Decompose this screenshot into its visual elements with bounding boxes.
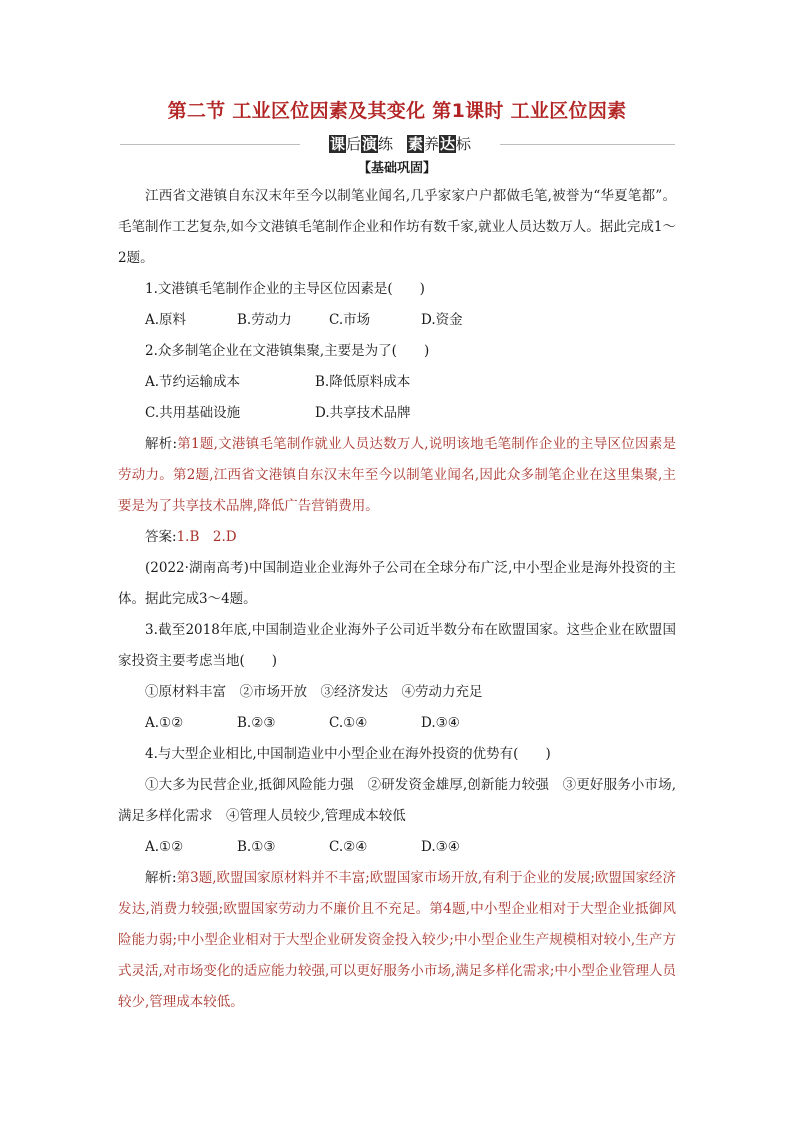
banner-char: 后 xyxy=(345,135,361,153)
question-4-items: ①大多为民营企业,抵御风险能力强 ②研发资金雄厚,创新能力较强 ③更好服务小市场,满足多样化需求 ④管理人员较少,管理成本较低 xyxy=(118,777,676,824)
group1-intro: 江西省文港镇自东汉末年至今以制笔业闻名,几乎家家户户都做毛笔,被誉为“华夏笔都”。毛笔制作工艺复杂,如今文港镇毛笔制作企业和作坊有数千家,就业人员达数万人。据此完成1～2题。 xyxy=(118,188,676,266)
question-2-stem: 2.众多制笔企业在文港镇集聚,主要是为了( ) xyxy=(145,343,430,359)
group2-analysis xyxy=(118,863,676,1018)
option-d: D.③④ xyxy=(421,715,460,731)
question-3-options xyxy=(118,708,676,739)
option-b: B.劳动力 xyxy=(237,312,292,328)
banner-char: 养 xyxy=(424,135,440,153)
question-1-options xyxy=(118,305,676,336)
group1-answer xyxy=(118,522,676,553)
analysis-label: 解析: xyxy=(145,870,177,886)
section-label: 【基础巩固】 xyxy=(357,161,436,176)
option-b: B.降低原料成本 xyxy=(315,374,411,390)
question-4-stem: 4.与大型企业相比,中国制造业中小型企业在海外投资的优势有( ) xyxy=(145,746,551,762)
question-3-stem: 3.截至2018年底,中国制造业企业海外子公司近半数分布在欧盟国家。这些企业在欧盟国家投资主要考虑当地( ) xyxy=(118,622,676,669)
option-d: D.资金 xyxy=(421,312,463,328)
option-a: A.原料 xyxy=(145,312,187,328)
option-d: D.共享技术品牌 xyxy=(315,405,411,421)
banner-char: 练 xyxy=(377,135,393,153)
group2-intro: (2022·湖南高考)中国制造业企业海外子公司在全球分布广泛,中小型企业是海外投资的主体。据此完成3～4题。 xyxy=(118,560,676,607)
question-2-options-row2 xyxy=(118,398,676,429)
question-4-options xyxy=(118,832,676,863)
option-c: C.共用基础设施 xyxy=(145,405,241,421)
option-c: C.②④ xyxy=(329,839,368,855)
group1-analysis xyxy=(118,429,676,522)
banner-highlight-char: 演 xyxy=(361,135,377,153)
option-b: B.②③ xyxy=(237,715,276,731)
option-a: A.节约运输成本 xyxy=(145,374,241,390)
analysis-label: 解析: xyxy=(145,436,178,452)
banner-divider-right xyxy=(500,144,675,145)
analysis-text: 第1题,文港镇毛笔制作就业人员达数万人,说明该地毛笔制作企业的主导区位因素是劳动力。第2题,江西省文港镇自东汉末年至今以制笔业闻名,因此众多制笔企业在这里集聚,主要是为了共享技术品牌,降低广告营销费用。 xyxy=(118,436,676,514)
banner-divider-left xyxy=(120,144,300,145)
banner-char: 标 xyxy=(456,135,472,153)
option-c: C.①④ xyxy=(329,715,368,731)
option-c: C.市场 xyxy=(329,312,371,328)
banner-highlight-char: 素 xyxy=(408,135,424,153)
page-title: 第二节 工业区位因素及其变化 第1课时 工业区位因素 xyxy=(167,100,627,122)
question-content xyxy=(118,181,676,1018)
analysis-text: 第3题,欧盟国家原材料并不丰富;欧盟国家市场开放,有利于企业的发展;欧盟国家经济发达,消费力较强;欧盟国家劳动力不廉价且不充足。第4题,中小型企业相对于大型企业抵御风险能力弱;中小型企业相对于大型企业研发资金投入较少;中小型企业生产规模相对较小,生产方式灵活,对市场变化的适应能力较强,可以更好服务小市场,满足多样化需求;中小型企业管理人员较少,管理成本较低。 xyxy=(118,870,676,1010)
option-b: B.①③ xyxy=(237,839,276,855)
option-a: A.①② xyxy=(145,715,184,731)
option-a: A.①② xyxy=(145,839,184,855)
question-3-items: ①原材料丰富 ②市场开放 ③经济发达 ④劳动力充足 xyxy=(145,684,483,700)
question-2-options-row1 xyxy=(118,367,676,398)
section-banner xyxy=(120,131,675,157)
banner-label xyxy=(300,133,500,154)
banner-highlight-char: 达 xyxy=(440,135,456,153)
answer-value: 1.B 2.D xyxy=(176,529,237,545)
question-1-stem: 1.文港镇毛笔制作企业的主导区位因素是( ) xyxy=(145,281,425,297)
answer-label: 答案: xyxy=(145,529,177,545)
banner-highlight-char: 课 xyxy=(329,135,345,153)
option-d: D.③④ xyxy=(421,839,460,855)
